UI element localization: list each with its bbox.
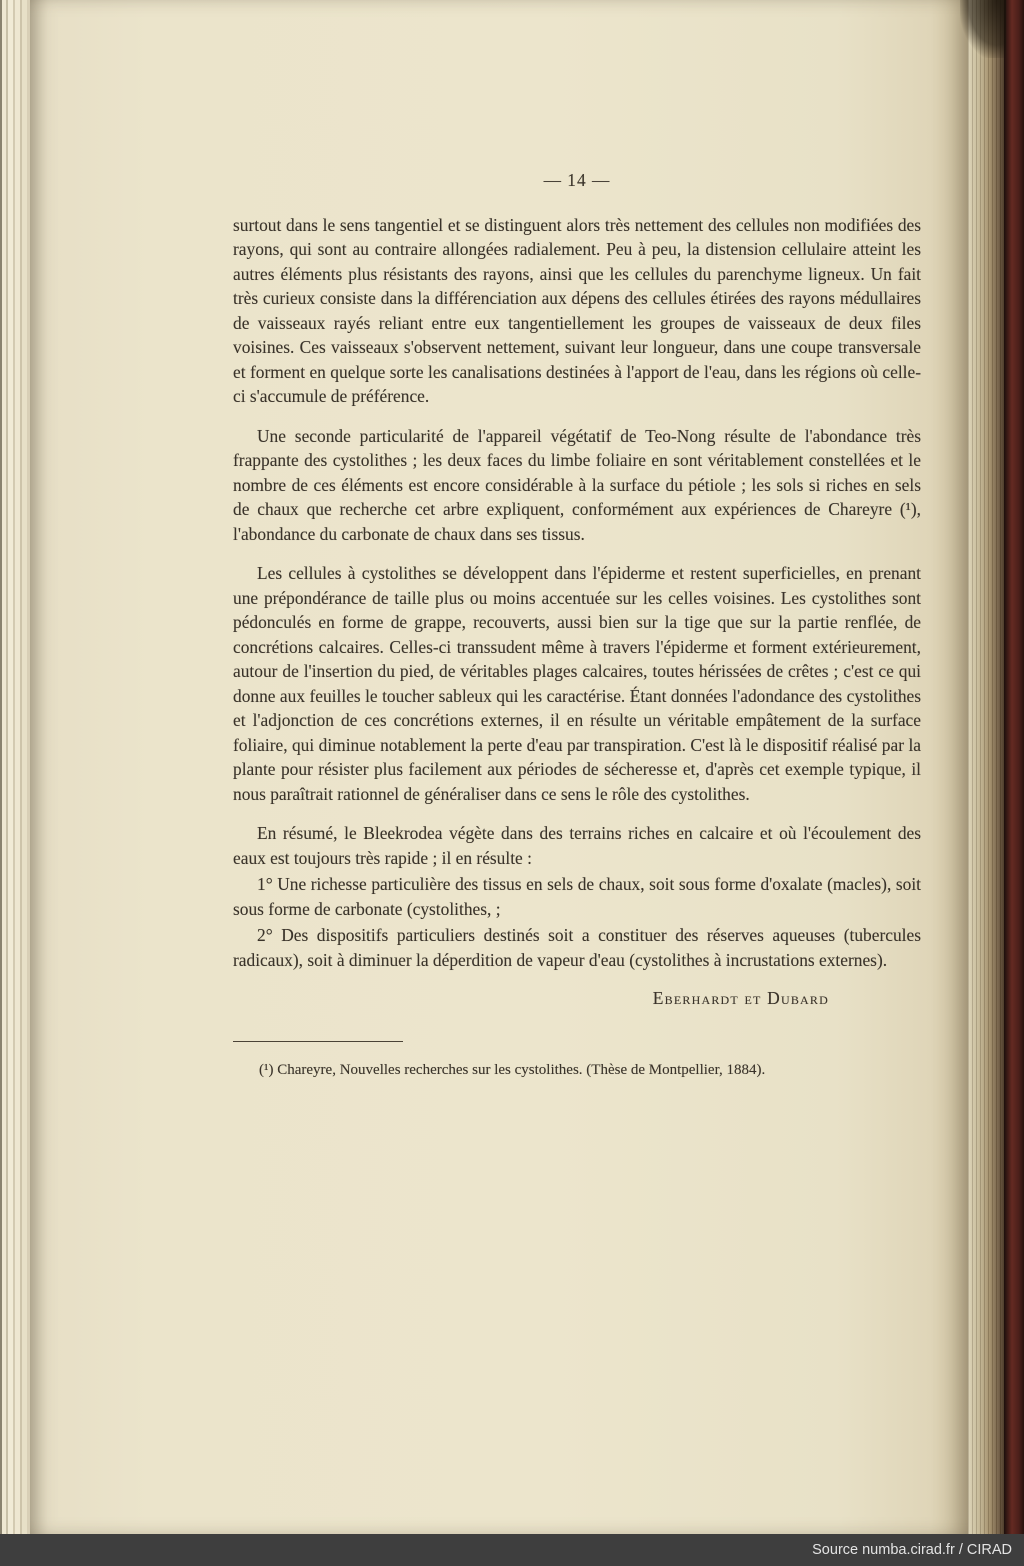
author-signature: Eberhardt et Dubard: [652, 988, 829, 1008]
page-stack-left-edge: [0, 0, 30, 1534]
paragraph: Une seconde particularité de l'appareil végétatif de Teo-Nong résulte de l'abondance très frappante des cystolithes ; les deux faces du limbe foliaire en sont véritablement constellées et le nombre de ces éléments est encore considérable à la surface du pétiole ; les sols si riches en sels de chaux que recherche cet arbre expliquent, conformément aux expériences de Chareyre (¹), l'abondance du carbonate de chaux dans ses tissus.: [233, 425, 921, 544]
footnote-divider: [233, 1041, 403, 1042]
page-content: [233, 168, 921, 1081]
footnote: (¹) Chareyre, Nouvelles recherches sur les cystolithes. (Thèse de Montpellier, 1884).: [259, 1061, 766, 1078]
source-bar: [0, 1534, 1024, 1566]
numbered-item: 1° Une richesse particulière des tissus en sels de chaux, soit sous forme d'oxalate (macles), soit sous forme de carbonate (cystolithes, ;: [233, 874, 921, 919]
book-cover-edge: [1004, 0, 1024, 1566]
page-number: — 14 —: [543, 170, 611, 190]
paragraph: surtout dans le sens tangentiel et se distinguent alors très nettement des cellules non modifiées des rayons, qui sont au contraire allongées radialement. Peu à peu, la distension cellulaire atteint les autres éléments plus résistants des rayons, ainsi que les cellules du parenchyme ligneux. Un fait très curieux consiste dans la différenciation aux dépens des cellules étirées des rayons médullaires de vaisseaux rayés reliant entre eux tangentiellement les groupes de vaisseaux de deux files voisines. Ces vaisseaux s'observent nettement, suivant leur longueur, dans une coupe transversale et forment en quelque sorte les canalisations destinées à l'apport de l'eau, dans les régions où celle-ci s'accumule de préférence.: [233, 214, 921, 406]
source-attribution: Source numba.cirad.fr / CIRAD: [812, 1542, 1012, 1558]
top-right-corner-shadow: [960, 0, 1006, 58]
numbered-item: 2° Des dispositifs particuliers destinés soit a constituer des réserves aqueuses (tubercules radicaux), soit à diminuer la déperdition de vapeur d'eau (cystolithes à incrustations externes).: [233, 925, 921, 970]
paragraph: En résumé, le Bleekrodea végète dans des terrains riches en calcaire et où l'écoulement des eaux est toujours très rapide ; il en résulte :: [233, 823, 921, 868]
page-stack-right-edge: [968, 0, 1004, 1534]
paragraph: Les cellules à cystolithes se développent dans l'épiderme et restent superficielles, en prenant une prépondérance de taille plus ou moins accentuée sur les celles voisines. Les cystolithes sont pédonculés en forme de grappe, recouverts, aussi bien sur la tige que sur la partie renflée, de concrétions calcaires. Celles-ci transsudent même à travers l'épiderme et forment extérieurement, autour de l'insertion du pied, de véritables plages calcaires, toutes hérissées de crêtes ; c'est ce qui donne aux feuilles le toucher sableux qui les caractérise. Étant données l'adondance des cystolithes et l'adjonction de ces concrétions externes, il en résulte un véritable empâtement de la surface foliaire, qui diminue notablement la perte d'eau par transpiration. C'est là le dispositif réalisé par la plante pour résister plus facilement aux périodes de sécheresse et, d'après cet exemple typique, il nous paraîtrait rationnel de généraliser dans ce sens le rôle des cystolithes.: [233, 563, 921, 804]
